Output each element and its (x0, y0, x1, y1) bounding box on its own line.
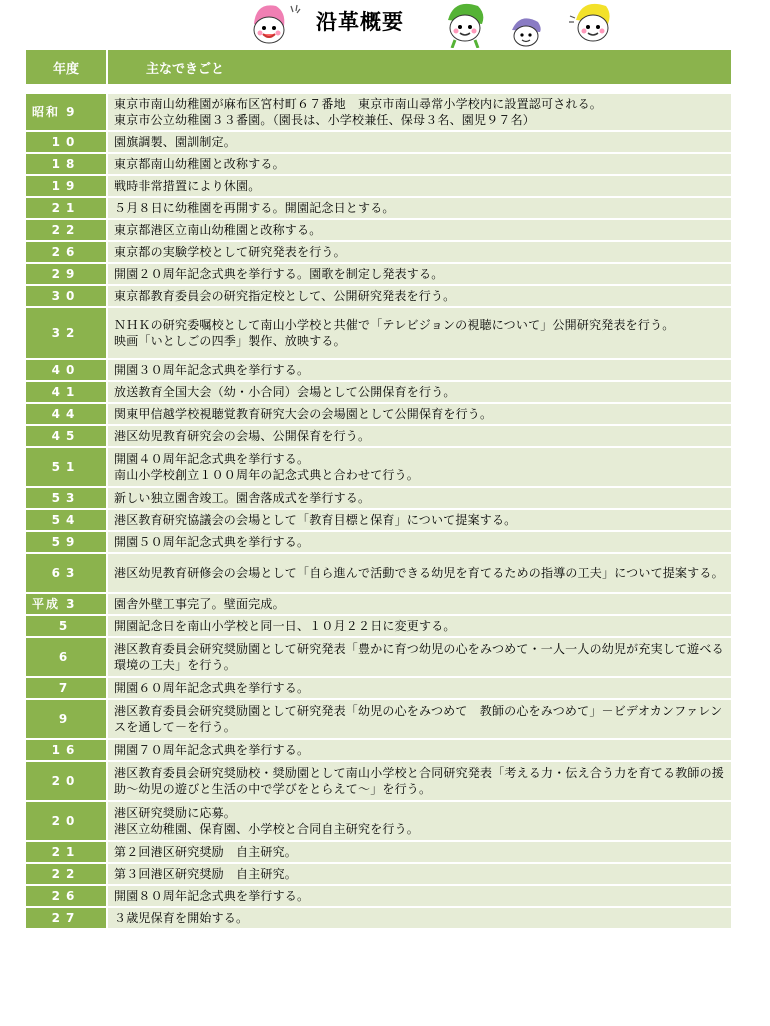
event-cell (107, 131, 732, 153)
event-cell (107, 425, 732, 447)
table-row (25, 381, 732, 403)
year-cell: 7 (25, 677, 107, 699)
table-row (25, 907, 732, 929)
year-cell: 5 (25, 615, 107, 637)
table-row (25, 447, 732, 487)
year-cell: 16 (25, 739, 107, 761)
event-cell (107, 197, 732, 219)
table-row (25, 885, 732, 907)
column-header-events: 主なできごと (107, 49, 732, 85)
event-cell (107, 863, 732, 885)
table-row (25, 307, 732, 359)
year-cell: 昭和 9 (25, 93, 107, 131)
event-cell (107, 907, 732, 929)
table-row (25, 93, 732, 131)
event-cell (107, 885, 732, 907)
mascot-purple-illustration (506, 14, 546, 50)
table-row (25, 175, 732, 197)
event-cell (107, 263, 732, 285)
event-line: 東京市公立幼稚園３３番園。（園長は、小学校兼任、保母３名、園児９７名） (114, 113, 536, 127)
event-cell (107, 359, 732, 381)
event-cell (107, 487, 732, 509)
event-line: 開園５０周年記念式典を挙行する。 (114, 535, 310, 549)
event-cell (107, 593, 732, 615)
event-line: 開園２０周年記念式典を挙行する。園歌を制定し発表する。 (114, 267, 444, 281)
year-cell: 26 (25, 241, 107, 263)
event-cell (107, 241, 732, 263)
event-cell (107, 553, 732, 593)
table-row (25, 677, 732, 699)
event-cell (107, 447, 732, 487)
event-cell (107, 381, 732, 403)
event-line: 開園７０周年記念式典を挙行する。 (114, 743, 310, 757)
table-row (25, 637, 732, 677)
event-line: 新しい独立園舎竣工。園舎落成式を挙行する。 (114, 491, 371, 505)
table-row (25, 699, 732, 739)
event-line: 園旗調製、園訓制定。 (114, 135, 237, 149)
year-cell: 21 (25, 197, 107, 219)
event-line: 港区教育委員会研究奨励校・奨励園として南山小学校と合同研究発表「考える力・伝え合う力を育てる教師の援助～幼児の遊びと生活の中で学びをとらえて～」を行う。 (114, 766, 725, 796)
event-line: 港区研究奨励に応募。 (114, 806, 237, 820)
event-line: ３歳児保育を開始する。 (114, 911, 249, 925)
table-row (25, 761, 732, 801)
event-cell (107, 219, 732, 241)
event-line: 映画「いとしごの四季」製作、放映する。 (114, 334, 346, 348)
event-line: 放送教育全国大会（幼・小合同）会場として公開保育を行う。 (114, 385, 456, 399)
sparkle-icon (288, 4, 302, 18)
year-cell: 40 (25, 359, 107, 381)
event-cell (107, 677, 732, 699)
event-cell (107, 403, 732, 425)
table-header-row (25, 49, 732, 85)
year-cell: 27 (25, 907, 107, 929)
event-line: 開園４０周年記念式典を挙行する。 (114, 452, 310, 466)
table-row (25, 863, 732, 885)
event-cell (107, 841, 732, 863)
table-body (25, 85, 732, 929)
table-row (25, 487, 732, 509)
event-line: 東京都教育委員会の研究指定校として、公開研究発表を行う。 (114, 289, 456, 303)
year-cell: 30 (25, 285, 107, 307)
event-line: 戦時非常措置により休園。 (114, 179, 261, 193)
page-header (0, 0, 770, 46)
event-line: 港区教育研究協議会の会場として「教育目標と保育」について提案する。 (114, 513, 517, 527)
year-cell: 32 (25, 307, 107, 359)
table-row (25, 359, 732, 381)
event-line: 開園８０周年記念式典を挙行する。 (114, 889, 310, 903)
table-row (25, 531, 732, 553)
event-line: 港区教育委員会研究奨励園として研究発表「豊かに育つ幼児の心をみつめて・一人一人の幼児が充実して遊べる環境の工夫」を行う。 (114, 642, 724, 672)
event-cell (107, 761, 732, 801)
event-line: 港区教育委員会研究奨励園として研究発表「幼児の心をみつめて 教師の心をみつめて」－ビデオカンファレンスを通して－を行う。 (114, 704, 723, 734)
event-line: 南山小学校創立１００周年の記念式典と合わせて行う。 (114, 468, 420, 482)
year-cell: 59 (25, 531, 107, 553)
mascot-pink-illustration (246, 2, 292, 50)
event-line: 港区立幼稚園、保育園、小学校と合同自主研究を行う。 (114, 822, 420, 836)
event-line: 園舎外壁工事完了。壁面完成。 (114, 597, 285, 611)
event-line: 東京市南山幼稚園が麻布区宮村町６７番地 東京市南山尋常小学校内に設置認可される。 (114, 97, 603, 111)
event-line: 第３回港区研究奨励 自主研究。 (114, 867, 298, 881)
page-title: 沿革概要 (316, 10, 404, 34)
column-header-year: 年度 (25, 49, 107, 85)
year-cell: 18 (25, 153, 107, 175)
year-cell: 6 (25, 637, 107, 677)
event-cell (107, 153, 732, 175)
year-cell: 19 (25, 175, 107, 197)
event-line: 開園６０周年記念式典を挙行する。 (114, 681, 310, 695)
event-cell (107, 739, 732, 761)
event-cell (107, 699, 732, 739)
event-line: 開園３０周年記念式典を挙行する。 (114, 363, 310, 377)
event-cell (107, 801, 732, 841)
table-row (25, 403, 732, 425)
table-row (25, 739, 732, 761)
event-line: 港区幼児教育研究会の会場、公開保育を行う。 (114, 429, 371, 443)
year-cell: 22 (25, 219, 107, 241)
table-row (25, 131, 732, 153)
year-cell: 41 (25, 381, 107, 403)
year-cell: 20 (25, 801, 107, 841)
event-line: ５月８日に幼稚園を再開する。開園記念日とする。 (114, 201, 395, 215)
event-line: 開園記念日を南山小学校と同一日、１０月２２日に変更する。 (114, 619, 456, 633)
table-row (25, 615, 732, 637)
history-table (24, 48, 733, 930)
year-cell: 20 (25, 761, 107, 801)
table-row (25, 841, 732, 863)
event-cell (107, 175, 732, 197)
event-line: 港区幼児教育研修会の会場として「自ら進んで活動できる幼児を育てるための指導の工夫」について提案する。 (114, 566, 724, 580)
year-cell: 21 (25, 841, 107, 863)
table-row (25, 509, 732, 531)
event-cell (107, 531, 732, 553)
table-row (25, 263, 732, 285)
table-spacer (25, 85, 732, 93)
year-cell: 9 (25, 699, 107, 739)
event-cell (107, 637, 732, 677)
table-row (25, 593, 732, 615)
year-cell: 26 (25, 885, 107, 907)
event-line: 東京都の実験学校として研究発表を行う。 (114, 245, 346, 259)
table-row (25, 285, 732, 307)
table-row (25, 425, 732, 447)
table-row (25, 241, 732, 263)
table-row (25, 219, 732, 241)
year-cell: 10 (25, 131, 107, 153)
table-row (25, 153, 732, 175)
event-line: 関東甲信越学校視聴覚教育研究大会の会場園として公開保育を行う。 (114, 407, 493, 421)
event-line: ＮＨＫの研究委嘱校として南山小学校と共催で「テレビジョンの視聴について」公開研究発表を行う。 (114, 318, 675, 332)
year-cell: 53 (25, 487, 107, 509)
table-row (25, 553, 732, 593)
event-cell (107, 509, 732, 531)
year-cell: 45 (25, 425, 107, 447)
event-cell (107, 93, 732, 131)
event-line: 東京都南山幼稚園と改称する。 (114, 157, 285, 171)
table-row (25, 801, 732, 841)
year-cell: 平成 3 (25, 593, 107, 615)
year-cell: 54 (25, 509, 107, 531)
mascot-yellow-illustration (566, 0, 616, 48)
year-cell: 63 (25, 553, 107, 593)
event-cell (107, 285, 732, 307)
event-cell (107, 615, 732, 637)
event-line: 東京都港区立南山幼稚園と改称する。 (114, 223, 322, 237)
event-line: 第２回港区研究奨励 自主研究。 (114, 845, 298, 859)
event-cell (107, 307, 732, 359)
year-cell: 22 (25, 863, 107, 885)
year-cell: 29 (25, 263, 107, 285)
year-cell: 51 (25, 447, 107, 487)
year-cell: 44 (25, 403, 107, 425)
mascot-green-illustration (440, 0, 490, 50)
table-row (25, 197, 732, 219)
